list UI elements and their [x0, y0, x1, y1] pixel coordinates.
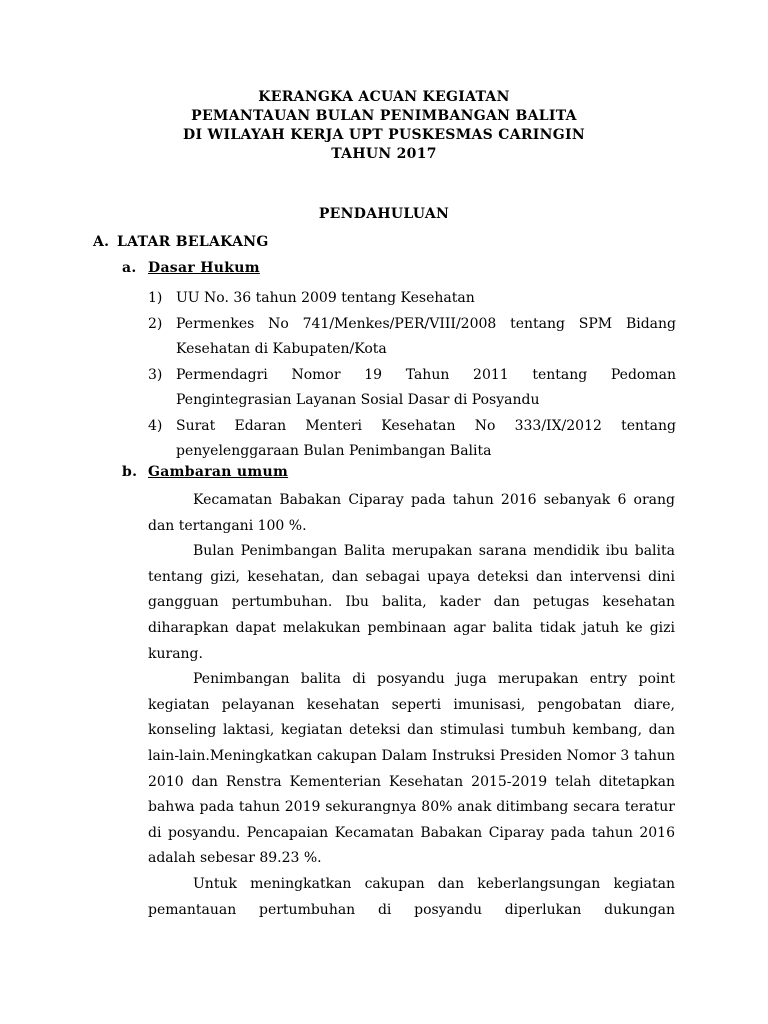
section-a-label: A.	[93, 234, 110, 250]
subsection-b-label: b.	[122, 464, 138, 480]
section-a-heading	[93, 234, 269, 250]
pendahuluan-heading: PENDAHULUAN	[318, 206, 450, 222]
list-item-text-line-1: Permenkes No 741/Menkes/PER/VIII/2008 tentang SPM Bidang	[176, 315, 676, 332]
list-item-text-line-1: Permendagri Nomor 19 Tahun 2011 tentang Pedoman	[176, 366, 676, 383]
list-item-text: UU No. 36 tahun 2009 tentang Kesehatan	[176, 290, 475, 306]
list-item	[148, 363, 676, 414]
title-line-4: TAHUN 2017	[331, 146, 437, 162]
document-title	[0, 88, 768, 164]
list-item-text-line-1: Surat Edaran Menteri Kesehatan No 333/IX/2012 tentang	[176, 417, 676, 434]
paragraph: Kecamatan Babakan Ciparay pada tahun 2016 sebanyak 6 orang dan tertangani 100 %.	[148, 492, 675, 534]
list-item-text-line-2: Pengintegrasian Layanan Sosial Dasar di Posyandu	[176, 392, 540, 408]
list-item	[148, 312, 676, 363]
title-line-2: PEMANTAUAN BULAN PENIMBANGAN BALITA	[191, 108, 577, 124]
list-item-text-line-2: penyelenggaraan Bulan Penimbangan Balita	[176, 443, 492, 459]
dasar-hukum-list	[148, 286, 676, 465]
section-a-title: LATAR BELAKANG	[117, 234, 269, 250]
subsection-a-heading	[122, 260, 260, 276]
subsection-b-title: Gambaran umum	[148, 464, 289, 480]
list-item-number: 3)	[148, 366, 163, 383]
title-line-3: DI WILAYAH KERJA UPT PUSKESMAS CARINGIN	[183, 127, 585, 143]
paragraph: Untuk meningkatkan cakupan dan keberlangsungan kegiatan pemantauan pertumbuhan di posyandu diperlukan dukungan	[148, 875, 675, 918]
subsection-b-heading	[122, 464, 288, 480]
list-item-text-line-2: Kesehatan di Kabupaten/Kota	[176, 341, 387, 357]
list-item-number: 1)	[148, 290, 163, 306]
list-item	[148, 414, 676, 465]
paragraph: Penimbangan balita di posyandu juga merupakan entry point kegiatan pelayanan kesehatan seperti imunisasi, pengobatan diare, konseling laktasi, kegiatan deteksi dan stimulasi tumbuh kembang, dan lain-lain.Meningkatkan cakupan Dalam Instruksi Presiden Nomor 3 tahun 2010 dan Renstra Kementerian Kesehatan 2015-2019 telah ditetapkan bahwa pada tahun 2019 sekurangnya 80% anak ditimbang secara teratur di posyandu. Pencapaian Kecamatan Babakan Ciparay pada tahun 2016 adalah sebesar 89.23 %.	[148, 671, 675, 867]
paragraph: Bulan Penimbangan Balita merupakan sarana mendidik ibu balita tentang gizi, kesehatan, dan sebagai upaya deteksi dan intervensi dini gangguan pertumbuhan. Ibu balita, kader dan petugas kesehatan diharapkan dapat melakukan pembinaan agar balita tidak jatuh ke gizi kurang.	[148, 543, 675, 662]
list-item	[148, 286, 676, 312]
subsection-a-title: Dasar Hukum	[148, 260, 260, 276]
list-item-number: 2)	[148, 315, 163, 332]
list-item-number: 4)	[148, 417, 163, 434]
gambaran-umum-body	[148, 488, 675, 923]
subsection-a-label: a.	[122, 260, 137, 276]
title-line-1: KERANGKA ACUAN KEGIATAN	[258, 89, 510, 105]
